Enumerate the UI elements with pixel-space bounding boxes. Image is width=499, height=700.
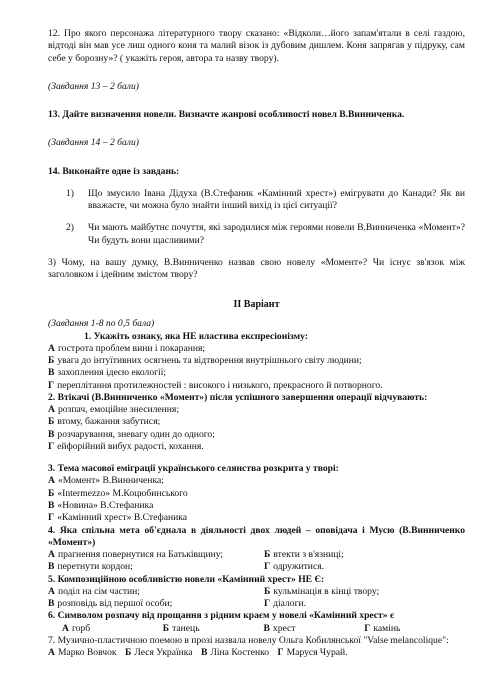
task-14-heading: 14. Виконайте одне із завдань:: [48, 165, 180, 177]
option-letter: Г: [48, 440, 55, 452]
option-text: «Момент» В.Винниченка;: [57, 475, 164, 487]
points-note-13: (Завдання 13 – 2 бали): [48, 80, 139, 92]
option-text: Марко Вовчок: [57, 647, 117, 659]
option-text: прагнення повернутися на Батьківщину;: [57, 549, 224, 561]
test-3-option-b: [48, 488, 465, 500]
test-2-option-b: [48, 416, 465, 428]
option-text: гострота проблем вини і покарання;: [57, 342, 206, 354]
option-text: втому, бажання забутися;: [57, 416, 161, 428]
option-text: діалоги.: [273, 598, 307, 610]
test-5-option-b: [264, 586, 379, 598]
test-6-option-c: [264, 623, 365, 635]
option-text: «Новина» В.Стефаника: [57, 499, 154, 511]
option-letter: Б: [124, 647, 132, 659]
option-letter: А: [48, 549, 55, 561]
option-text: увага до інтуїтивних осягнень та відтворення внутрішнього світу людини;: [57, 355, 362, 367]
option-letter: А: [62, 622, 69, 634]
test-7-option-c: [201, 647, 269, 658]
test-2-option-d: [48, 441, 465, 453]
test-5-option-d: [264, 598, 306, 610]
test-5-option-a: [48, 586, 264, 598]
option-letter: А: [48, 475, 55, 487]
task-14-item-number: 2): [66, 222, 74, 234]
option-text: хрест: [272, 622, 296, 634]
option-letter: Б: [48, 416, 55, 428]
option-letter: Г: [264, 561, 271, 573]
option-letter: А: [48, 585, 55, 597]
option-letter: В: [48, 561, 55, 573]
task-14-item-3: 3) Чому, на вашу думку, В.Винниченко назвав свою новелу «Момент»? Чи існує зв'язок між заголовком і ідейним змістом твору?: [48, 256, 465, 281]
option-letter: А: [48, 342, 55, 354]
option-text: Маруся Чурай.: [286, 647, 348, 659]
test-3-question: 3. Тема масової еміграції українського селянства розкрита у творі:: [48, 463, 339, 475]
option-letter: В: [48, 367, 55, 379]
option-letter: Б: [264, 549, 271, 561]
test-4-option-a: [48, 549, 264, 561]
option-text: одружитися.: [273, 561, 325, 573]
test-1-options: [48, 343, 465, 392]
test-7-options: [48, 647, 465, 659]
option-text: розпач, емоційне знесилення;: [57, 404, 180, 416]
option-text: захоплення ідеєю екології;: [57, 367, 167, 379]
option-letter: Г: [277, 647, 284, 659]
test-1-question: 1. Укажіть ознаку, яка НЕ властива експресіонізму:: [84, 330, 309, 342]
task-14-list: [66, 188, 465, 247]
test-4-question: 4. Яка спільна мета об'єднала в діяльності двох людей – оповідача і Мусю (В.Винниченко «Момент»): [48, 524, 465, 548]
task-14-item-2: [66, 222, 465, 247]
test-2-option-a: [48, 404, 465, 416]
option-letter: В: [200, 647, 208, 659]
test-6-option-b: [163, 623, 264, 635]
test-7-option-a: [48, 647, 117, 658]
test-4-options-row-2: [48, 561, 465, 573]
option-letter: Б: [264, 585, 271, 597]
option-letter: Г: [364, 622, 371, 634]
task-14-item-text: Чи мають майбутнє почуття, які зародилися між героями новели В.Винниченка «Момент»? Чи будуть вони щасливими?: [88, 222, 465, 246]
option-text: розчарування, зневагу один до одного;: [57, 428, 215, 440]
test-4-options-row-1: [48, 549, 465, 561]
option-text: «Intermezzo» М.Коцюбинського: [57, 487, 188, 499]
option-text: танець: [172, 622, 200, 634]
test-2-option-c: [48, 429, 465, 441]
option-letter: Г: [264, 598, 271, 610]
option-letter: А: [48, 647, 55, 659]
option-letter: Б: [48, 487, 55, 499]
test-3-option-d: [48, 512, 465, 524]
option-text: поділ на сім частин;: [57, 585, 140, 597]
test-5-options-row-2: [48, 598, 465, 610]
test-2-question: 2. Втікачі (В.Винниченко «Момент») після успішного завершення операції відчувають:: [48, 391, 428, 403]
option-letter: В: [48, 428, 55, 440]
test-7-option-b: [125, 647, 193, 658]
task-13-text: 13. Дайте визначення новели. Визначте жанрові особливості новел В.Винниченка.: [48, 109, 405, 121]
test-5-option-c: [48, 598, 264, 610]
points-note-14: (Завдання 14 – 2 бали): [48, 137, 139, 149]
option-text: Леся Українка: [134, 647, 193, 659]
test-2-options: [48, 404, 465, 453]
option-text: ейфорійний вибух радості, кохання.: [57, 440, 204, 452]
option-text: горб: [71, 622, 91, 634]
test-4-option-b: [264, 549, 344, 561]
option-letter: Г: [48, 379, 55, 391]
option-letter: В: [48, 598, 55, 610]
task-12-text: 12. Про якого персонажа літературного твору сказано: «Відколи…його запам'ятали в селі газдою, відтоді він мав усе лиш одного коня та малий візок із дубовим дишлем. Коня запрягав у підруку, сам себе у борозну»? ( укажіть героя, автора та назву твору).: [48, 28, 465, 64]
points-note-1-8: (Завдання 1-8 по 0,5 бала): [48, 318, 155, 330]
test-6-option-a: [62, 623, 163, 635]
test-6-options: [62, 623, 465, 635]
option-letter: В: [48, 499, 55, 511]
test-1-option-c: [48, 367, 465, 379]
test-6-question: 6. Символом розпачу від прощання з рідним краєм у новелі «Камінний хрест» є: [48, 610, 395, 622]
option-text: перетнути кордон;: [57, 561, 133, 573]
task-14-item-number: 1): [66, 187, 74, 199]
option-letter: Б: [48, 355, 55, 367]
option-text: розповідь від першої особи;: [57, 598, 173, 610]
test-3-options: [48, 475, 465, 524]
test-5-options: [48, 586, 465, 611]
option-text: камінь: [373, 622, 401, 634]
option-letter: Г: [48, 512, 55, 524]
option-letter: Б: [162, 622, 170, 634]
test-3-option-c: [48, 500, 465, 512]
variant-heading: ІІ Варіант: [233, 299, 280, 311]
test-1-option-b: [48, 355, 465, 367]
task-14-item-text: Що змусило Івана Дідуха (В.Стефаник «Камінний хрест») емігрувати до Канади? Як ви вважаєте, чи можна було знайти інший вихід із цієї ситуації?: [88, 187, 465, 212]
option-text: втекти з в'язниці;: [273, 549, 344, 561]
test-3-option-a: [48, 475, 465, 487]
test-1-option-a: [48, 343, 465, 355]
option-text: «Камінний хрест» В.Стефаника: [57, 512, 187, 524]
test-7-option-d: [278, 647, 348, 658]
option-text: Ліна Костенко: [210, 647, 270, 659]
test-1-option-d: [48, 380, 465, 392]
task-14-item-1: [66, 188, 465, 213]
test-4-options: [48, 549, 465, 574]
test-7-question: 7. Музично-пластичною поемою в прозі назвала новелу Ольга Кобилянської "Valse melancolique":: [48, 634, 449, 646]
test-4-option-d: [264, 561, 324, 573]
option-text: переплітання протилежностей : високого і низького, прекрасного й потворного.: [57, 379, 383, 391]
test-5-question: 5. Композиційною особливістю новели «Камінний хрест» НЕ Є:: [48, 573, 325, 585]
test-6-option-d: [364, 623, 465, 635]
test-4-option-c: [48, 561, 264, 573]
test-5-options-row-1: [48, 586, 465, 598]
option-letter: В: [263, 622, 270, 634]
option-letter: А: [48, 404, 55, 416]
option-text: кульмінація в кінці твору;: [273, 585, 380, 597]
